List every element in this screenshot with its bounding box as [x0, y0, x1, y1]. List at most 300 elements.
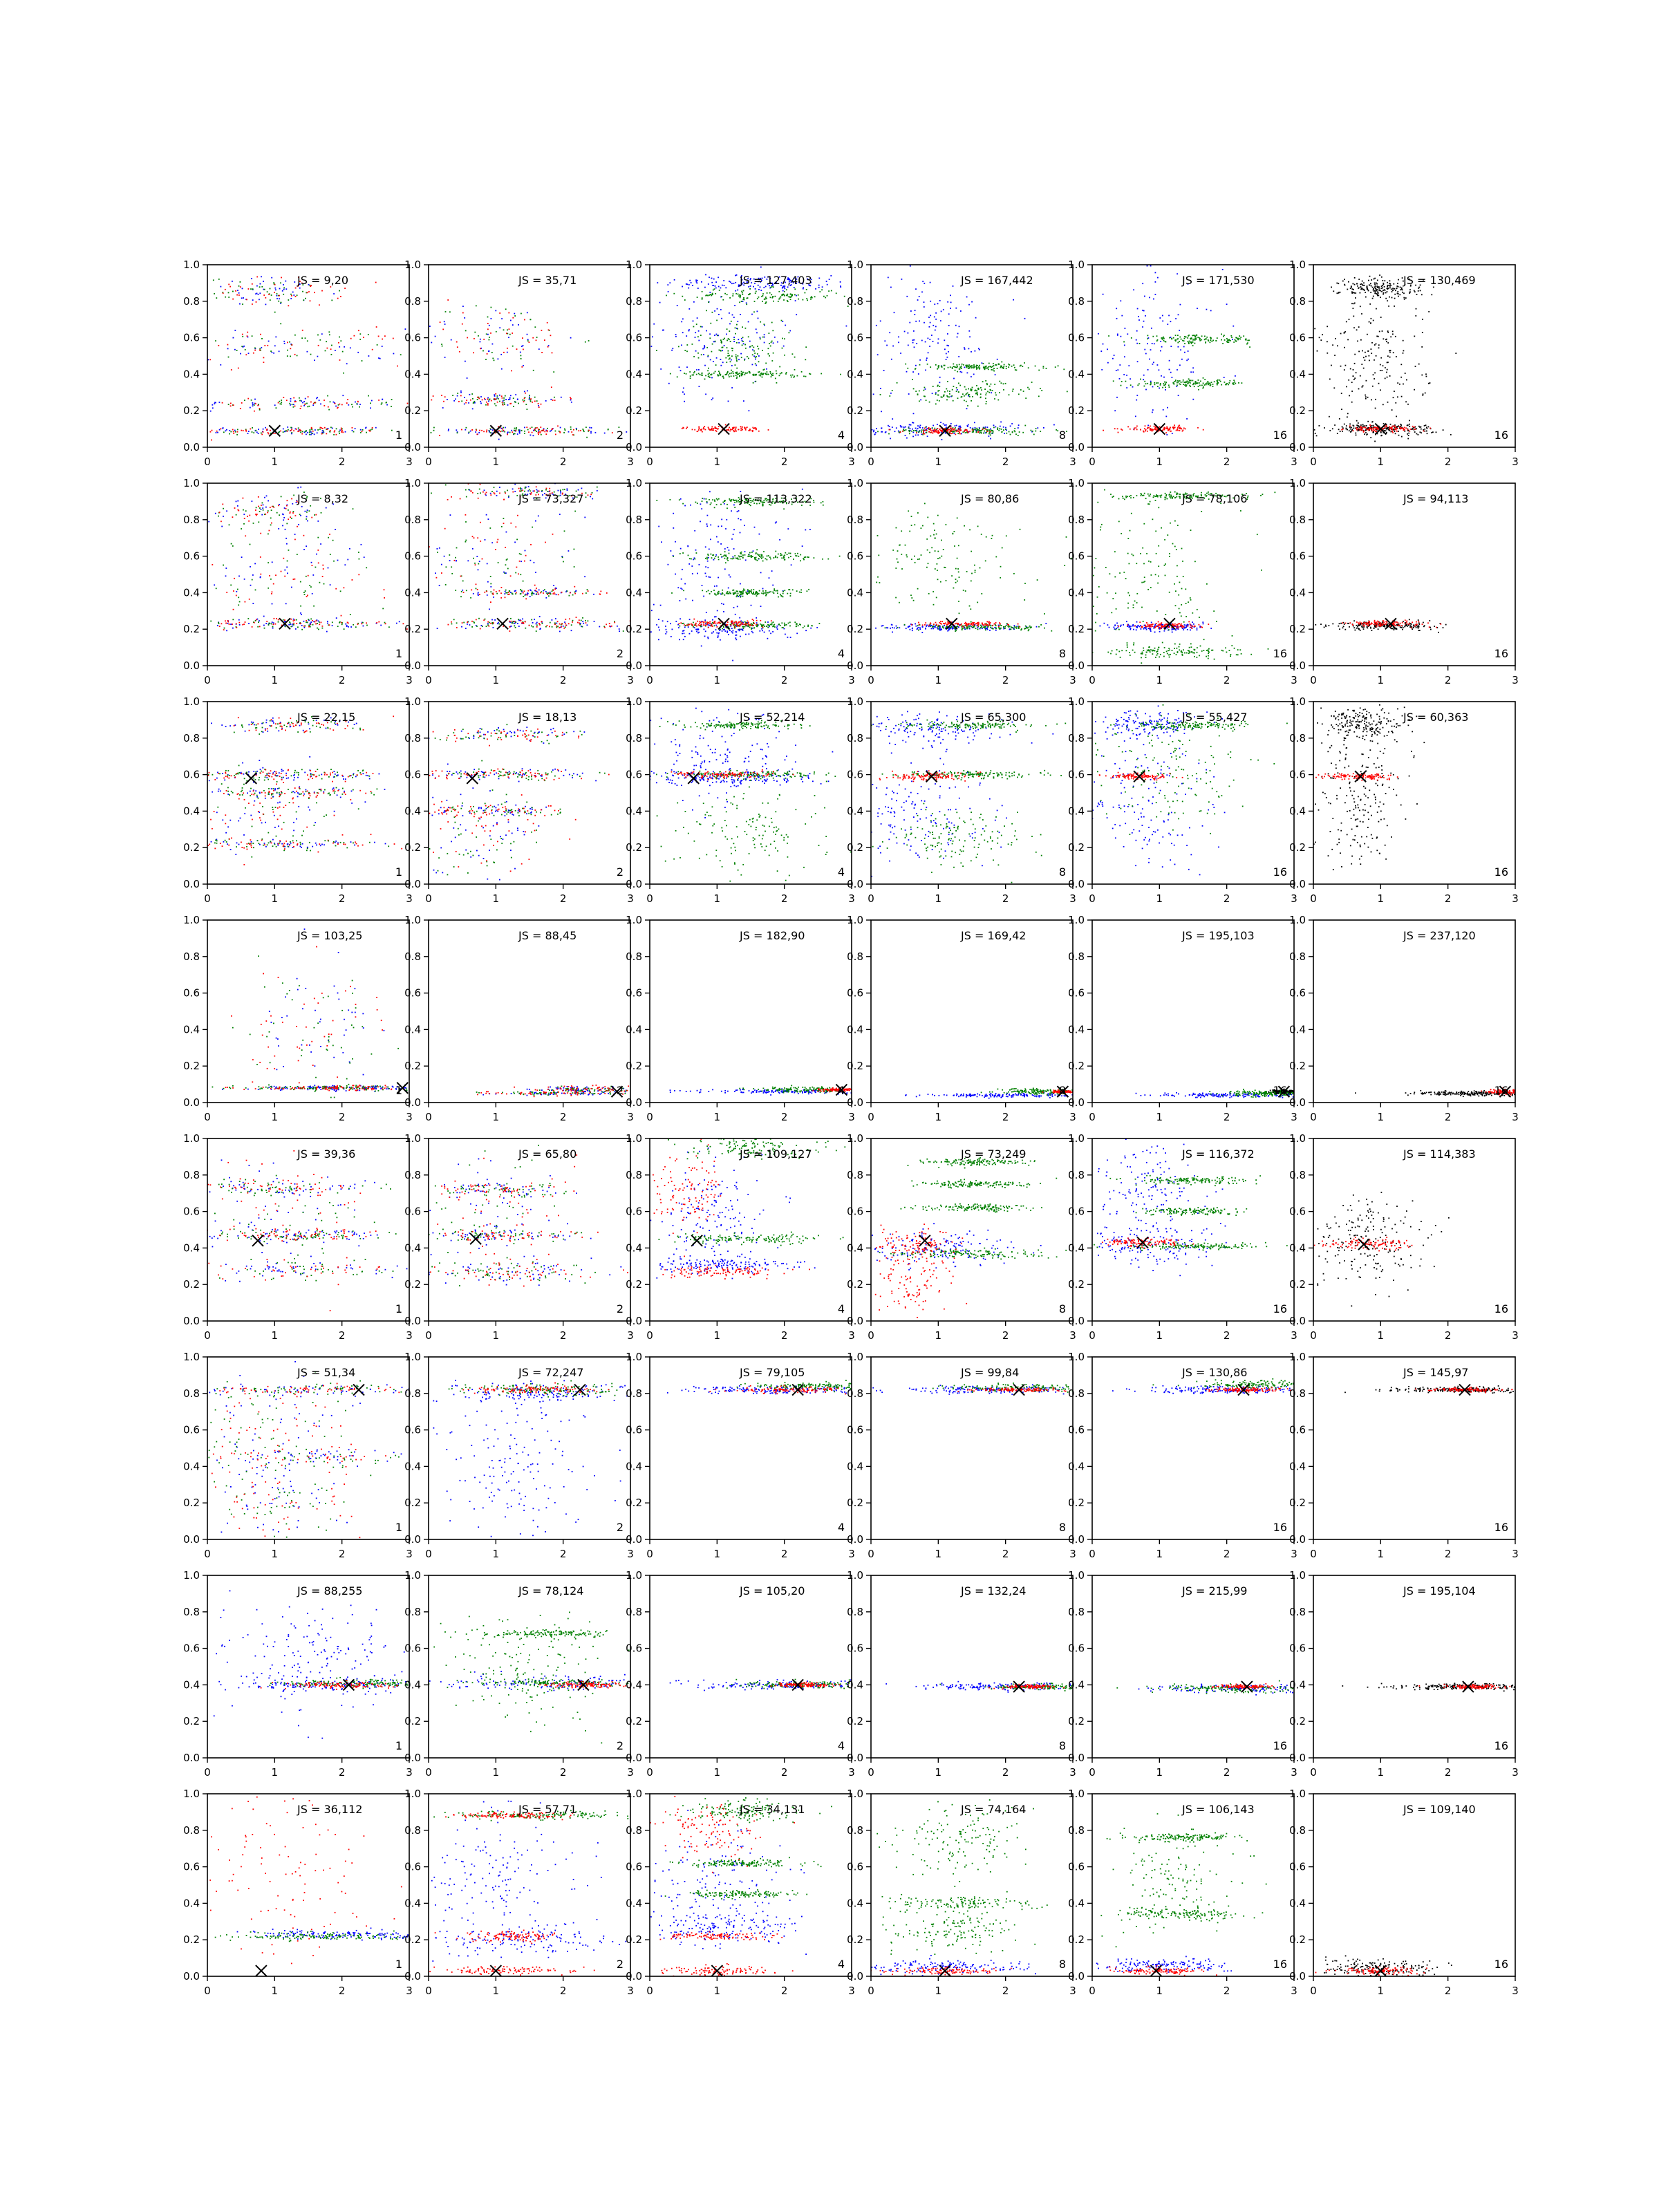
scatter-point	[1200, 381, 1201, 382]
scatter-point	[898, 341, 899, 343]
scatter-point	[376, 326, 377, 328]
scatter-point	[461, 400, 462, 402]
corner-label: 8	[1059, 429, 1066, 442]
scatter-point	[770, 297, 771, 298]
scatter-point	[235, 431, 236, 433]
scatter-point	[290, 624, 292, 625]
scatter-point	[495, 549, 496, 550]
scatter-point	[514, 430, 515, 431]
scatter-point	[475, 431, 476, 433]
scatter-point	[529, 596, 531, 597]
scatter-point	[761, 373, 762, 374]
scatter-point	[288, 550, 290, 551]
scatter-point	[284, 570, 285, 571]
scatter-point	[247, 618, 249, 619]
scatter-point	[937, 303, 939, 304]
scatter-point	[1355, 433, 1356, 434]
scatter-point	[682, 332, 684, 333]
scatter-point	[915, 321, 917, 322]
scatter-point	[510, 320, 512, 321]
scatter-point	[214, 293, 215, 294]
scatter-point	[1103, 344, 1104, 345]
scatter-point	[1183, 382, 1184, 383]
scatter-point	[951, 430, 953, 431]
scatter-point	[510, 592, 512, 593]
scatter-point	[1150, 382, 1152, 384]
scatter-point	[341, 431, 342, 433]
scatter-point	[391, 399, 393, 400]
scatter-point	[743, 297, 744, 299]
scatter-point	[819, 291, 821, 292]
scatter-point	[431, 400, 432, 401]
scatter-point	[324, 400, 325, 401]
scatter-point	[1418, 364, 1420, 365]
scatter-point	[745, 348, 747, 349]
scatter-point	[509, 403, 511, 404]
scatter-point	[300, 432, 301, 433]
scatter-point	[524, 427, 525, 429]
scatter-point	[769, 371, 771, 373]
scatter-point	[619, 628, 620, 630]
scatter-point	[953, 378, 955, 379]
scatter-point	[938, 431, 939, 433]
scatter-point	[1374, 430, 1375, 431]
scatter-point	[218, 345, 219, 346]
scatter-point	[359, 333, 361, 335]
scatter-point	[735, 333, 736, 335]
scatter-point	[991, 392, 992, 393]
scatter-point	[923, 433, 924, 434]
x-tick-label: 0	[1310, 456, 1317, 468]
x-tick-label: 1	[493, 674, 500, 686]
scatter-point	[464, 397, 465, 398]
scatter-point	[1350, 429, 1351, 430]
scatter-point	[241, 402, 243, 404]
scatter-point	[697, 431, 698, 432]
scatter-point	[310, 586, 312, 588]
scatter-point	[1344, 332, 1345, 333]
scatter-point	[261, 276, 262, 277]
scatter-point	[1360, 284, 1361, 285]
scatter-point	[1029, 388, 1030, 390]
scatter-point	[736, 368, 738, 369]
scatter-point	[293, 579, 294, 580]
scatter-point	[263, 505, 264, 506]
scatter-point	[708, 429, 709, 430]
scatter-point	[521, 554, 522, 555]
scatter-point	[295, 515, 297, 516]
scatter-point	[1391, 291, 1393, 292]
scatter-point	[315, 621, 316, 623]
scatter-point	[342, 432, 344, 433]
scatter-point	[807, 299, 808, 301]
scatter-point	[922, 281, 924, 282]
scatter-point	[283, 289, 285, 290]
scatter-point	[975, 429, 977, 430]
scatter-point	[1143, 310, 1145, 312]
scatter-point	[360, 429, 362, 431]
scatter-point	[252, 402, 254, 404]
scatter-point	[705, 429, 706, 431]
scatter-point	[315, 402, 316, 403]
scatter-point	[1152, 343, 1153, 344]
scatter-point	[795, 300, 796, 301]
scatter-point	[574, 593, 576, 594]
scatter-point	[1428, 311, 1430, 312]
scatter-point	[347, 559, 348, 561]
scatter-point	[1224, 382, 1226, 383]
scatter-point	[919, 427, 920, 428]
scatter-point	[477, 397, 478, 398]
scatter-point	[985, 394, 986, 395]
scatter-point	[519, 433, 521, 434]
scatter-point	[1012, 391, 1013, 392]
scatter-point	[897, 382, 898, 384]
scatter-point	[991, 433, 992, 434]
scatter-point	[745, 429, 747, 431]
scatter-point	[331, 345, 332, 346]
scatter-point	[709, 294, 710, 296]
scatter-point	[798, 294, 799, 296]
scatter-point	[919, 359, 921, 361]
scatter-point	[465, 628, 467, 629]
scatter-point	[979, 349, 980, 350]
scatter-point	[908, 430, 910, 431]
scatter-point	[353, 431, 355, 433]
scatter-point	[713, 341, 715, 342]
scatter-point	[1150, 428, 1151, 429]
scatter-point	[290, 348, 291, 349]
scatter-point	[973, 374, 975, 375]
scatter-point	[1217, 382, 1219, 384]
scatter-point	[1400, 289, 1401, 290]
scatter-point	[993, 363, 994, 364]
scatter-point	[741, 338, 742, 339]
scatter-point	[327, 623, 328, 624]
scatter-point	[744, 427, 745, 428]
scatter-point	[888, 433, 890, 435]
scatter-point	[1189, 341, 1190, 342]
x-tick-label: 3	[1512, 456, 1519, 468]
scatter-point	[814, 296, 816, 297]
scatter-point	[1206, 309, 1208, 310]
scatter-point	[509, 630, 511, 632]
scatter-point	[1184, 338, 1185, 339]
scatter-point	[967, 373, 968, 374]
scatter-point	[740, 430, 742, 431]
scatter-point	[1229, 380, 1230, 382]
scatter-point	[1362, 424, 1364, 425]
scatter-point	[912, 436, 914, 438]
scatter-point	[1386, 425, 1387, 427]
scatter-point	[561, 624, 563, 625]
scatter-point	[760, 321, 761, 323]
scatter-point	[528, 486, 529, 487]
scatter-point	[1117, 369, 1118, 371]
scatter-point	[977, 368, 979, 369]
y-tick-label: 0.4	[183, 368, 200, 380]
scatter-point	[1212, 386, 1214, 387]
scatter-point	[1369, 321, 1370, 323]
scatter-point	[1014, 428, 1015, 429]
scatter-point	[529, 397, 530, 398]
scatter-point	[512, 621, 514, 622]
scatter-point	[572, 620, 574, 621]
scatter-point	[975, 393, 977, 395]
scatter-point	[950, 428, 951, 429]
scatter-point	[287, 427, 288, 428]
scatter-point	[705, 375, 706, 377]
scatter-point	[738, 373, 739, 375]
scatter-point	[686, 350, 688, 352]
scatter-point	[1398, 431, 1399, 432]
scatter-point	[571, 630, 572, 631]
scatter-point	[754, 353, 756, 354]
scatter-point	[313, 606, 315, 607]
scatter-point	[1178, 426, 1179, 427]
scatter-point	[247, 332, 248, 333]
scatter-point	[1314, 328, 1315, 330]
scatter-point	[782, 294, 783, 295]
scatter-point	[210, 411, 212, 412]
scatter-point	[770, 346, 771, 347]
scatter-point	[954, 428, 955, 429]
scatter-point	[1407, 438, 1409, 440]
scatter-point	[742, 326, 743, 328]
scatter-point	[749, 294, 750, 295]
scatter-point	[1178, 382, 1179, 383]
scatter-point	[509, 399, 511, 400]
scatter-point	[305, 590, 306, 592]
scatter-point	[1386, 372, 1387, 373]
scatter-point	[785, 288, 786, 290]
scatter-point	[695, 332, 696, 333]
scatter-point	[307, 621, 308, 623]
scatter-point	[281, 571, 282, 572]
scatter-point	[302, 291, 303, 292]
scatter-point	[1147, 428, 1148, 429]
scatter-point	[270, 507, 271, 508]
scatter-point	[825, 297, 826, 299]
scatter-point	[293, 406, 294, 408]
scatter-point	[993, 369, 994, 371]
scatter-point	[580, 430, 581, 431]
subplot-r1-c1	[183, 259, 413, 468]
scatter-point	[238, 294, 240, 296]
scatter-point	[968, 388, 969, 390]
scatter-point	[1207, 381, 1208, 382]
scatter-point	[968, 424, 969, 426]
scatter-point	[465, 541, 467, 543]
scatter-point	[960, 371, 962, 373]
scatter-point	[505, 493, 506, 494]
scatter-point	[1157, 386, 1159, 387]
scatter-point	[532, 594, 533, 596]
scatter-point	[509, 621, 510, 622]
scatter-point	[971, 390, 973, 391]
scatter-point	[743, 290, 744, 292]
scatter-point	[939, 429, 941, 430]
scatter-point	[1375, 288, 1376, 289]
scatter-point	[1397, 426, 1398, 427]
scatter-point	[216, 297, 217, 299]
scatter-point	[780, 297, 782, 298]
corner-label: 16	[1273, 429, 1287, 442]
scatter-point	[1373, 431, 1374, 433]
scatter-point	[1421, 432, 1422, 433]
scatter-point	[756, 328, 757, 330]
scatter-point	[244, 518, 245, 519]
scatter-point	[467, 621, 468, 623]
scatter-point	[748, 336, 749, 337]
scatter-point	[314, 514, 315, 516]
scatter-point	[712, 285, 713, 286]
scatter-point	[476, 619, 477, 621]
scatter-point	[1121, 315, 1123, 317]
scatter-point	[546, 488, 547, 489]
scatter-point	[749, 288, 751, 290]
scatter-point	[993, 368, 995, 369]
scatter-point	[1394, 429, 1395, 431]
scatter-point	[1387, 291, 1388, 292]
scatter-point	[742, 299, 744, 300]
scatter-point	[300, 408, 301, 409]
scatter-point	[490, 601, 491, 603]
scatter-point	[704, 348, 705, 349]
scatter-point	[1246, 344, 1248, 345]
scatter-point	[1208, 382, 1210, 384]
scatter-point	[1383, 292, 1385, 294]
scatter-point	[1393, 283, 1394, 285]
scatter-point	[748, 321, 749, 323]
scatter-point	[330, 430, 331, 431]
scatter-point	[790, 299, 791, 300]
scatter-point	[527, 409, 528, 410]
scatter-point	[254, 563, 256, 565]
scatter-point	[1009, 364, 1010, 366]
scatter-point	[1375, 285, 1376, 287]
scatter-point	[912, 342, 914, 344]
scatter-point	[1199, 340, 1201, 341]
scatter-point	[1385, 292, 1387, 294]
scatter-point	[331, 354, 332, 355]
scatter-point	[1163, 384, 1165, 386]
scatter-point	[1362, 386, 1363, 388]
scatter-point	[288, 305, 289, 306]
scatter-point	[358, 552, 359, 553]
scatter-point	[1396, 431, 1398, 432]
y-tick-label: 0.6	[183, 332, 200, 344]
scatter-point	[877, 354, 879, 355]
scatter-point	[1404, 429, 1405, 431]
scatter-point	[898, 337, 899, 338]
scatter-point	[1387, 330, 1389, 332]
scatter-point	[490, 494, 491, 496]
scatter-point	[770, 373, 771, 374]
scatter-point	[337, 560, 339, 561]
scatter-point	[565, 625, 567, 626]
scatter-point	[994, 384, 995, 385]
scatter-point	[734, 305, 735, 306]
scatter-point	[794, 288, 796, 290]
scatter-point	[212, 407, 214, 409]
scatter-point	[508, 496, 509, 497]
scatter-point	[917, 299, 919, 301]
axes-frame	[871, 265, 1073, 447]
scatter-point	[521, 620, 522, 621]
scatter-point	[1152, 386, 1154, 388]
scatter-point	[243, 498, 244, 499]
scatter-point	[1412, 429, 1413, 430]
scatter-point	[536, 593, 537, 594]
scatter-point	[330, 348, 332, 350]
scatter-point	[291, 518, 292, 519]
scatter-point	[1358, 279, 1360, 280]
scatter-point	[582, 621, 583, 622]
scatter-point	[324, 583, 325, 585]
scatter-point	[771, 294, 772, 295]
scatter-point	[536, 622, 538, 624]
scatter-point	[251, 278, 252, 279]
scatter-point	[339, 431, 340, 433]
scatter-point	[677, 376, 678, 377]
scatter-point	[785, 325, 786, 326]
scatter-point	[1387, 332, 1389, 333]
scatter-point	[529, 428, 531, 429]
scatter-point	[543, 430, 544, 431]
scatter-point	[1329, 416, 1330, 418]
scatter-point	[308, 626, 310, 628]
scatter-point	[258, 433, 259, 434]
scatter-point	[234, 507, 236, 509]
scatter-point	[1403, 340, 1404, 341]
scatter-point	[749, 371, 750, 373]
scatter-point	[758, 318, 759, 319]
scatter-point	[913, 388, 915, 390]
scatter-point	[1380, 297, 1381, 298]
scatter-point	[366, 625, 368, 626]
scatter-point	[241, 346, 243, 347]
scatter-point	[1389, 287, 1391, 288]
scatter-point	[606, 592, 608, 594]
scatter-point	[554, 593, 556, 594]
scatter-point	[1383, 428, 1385, 429]
scatter-point	[744, 374, 746, 375]
scatter-point	[1177, 369, 1178, 371]
scatter-point	[344, 288, 346, 289]
scatter-point	[1317, 350, 1318, 352]
scatter-point	[1145, 431, 1146, 432]
scatter-point	[483, 619, 485, 621]
scatter-point	[506, 532, 507, 533]
scatter-point	[1371, 318, 1372, 319]
scatter-point	[768, 348, 769, 349]
scatter-point	[505, 395, 506, 397]
scatter-point	[889, 395, 890, 397]
scatter-point	[683, 427, 684, 429]
scatter-point	[736, 377, 738, 379]
scatter-point	[702, 297, 703, 299]
scatter-point	[914, 314, 915, 315]
scatter-point	[453, 400, 455, 402]
scatter-point	[1185, 384, 1186, 386]
scatter-point	[579, 624, 581, 626]
scatter-point	[732, 295, 733, 297]
scatter-point	[1380, 432, 1382, 433]
scatter-point	[729, 427, 730, 429]
scatter-point	[1353, 292, 1355, 294]
scatter-point	[476, 556, 478, 557]
